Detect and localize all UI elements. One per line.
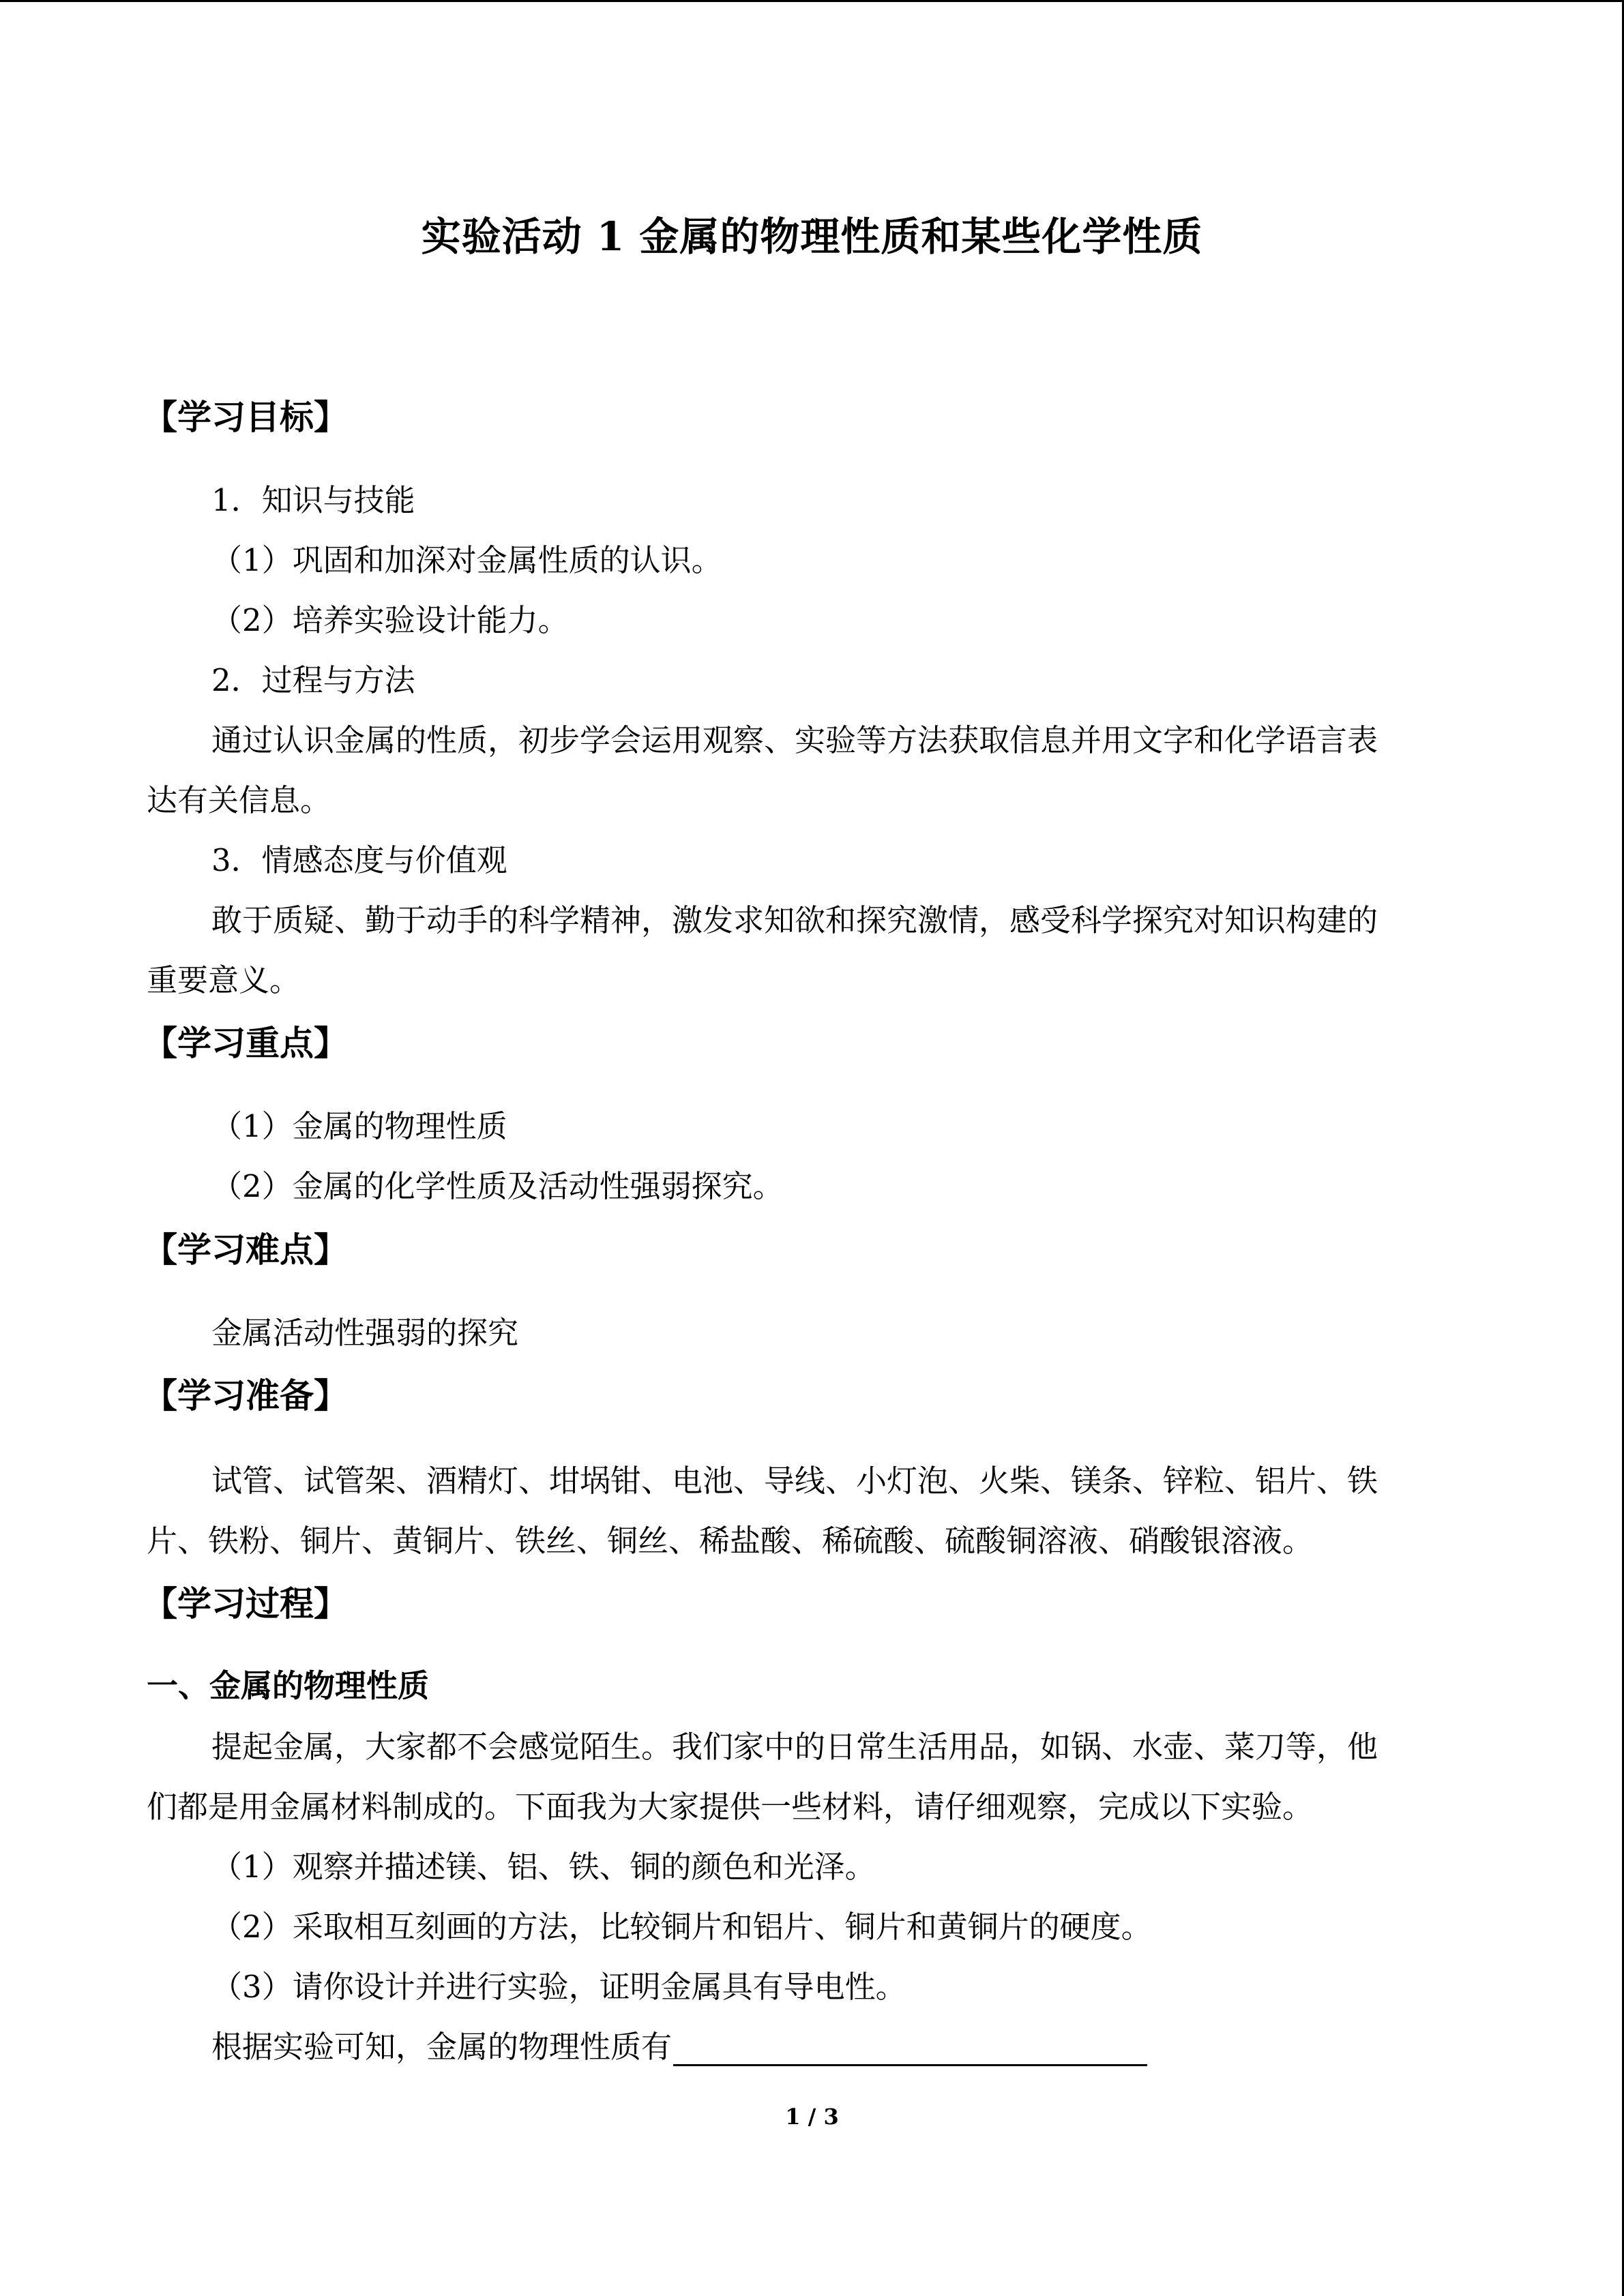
document-title: 实验活动 1 金属的物理性质和某些化学性质 — [421, 213, 1203, 260]
page-border-top — [0, 0, 1624, 2]
objective-item: （2）培养实验设计能力。 — [211, 602, 569, 638]
heading-preparation: 【学习准备】 — [143, 1375, 348, 1416]
objective-paragraph-line: 重要意义。 — [147, 962, 301, 998]
heading-learning-process: 【学习过程】 — [143, 1583, 348, 1624]
answer-blank[interactable] — [673, 2037, 1147, 2066]
objective-item: 2．过程与方法 — [211, 662, 415, 698]
objective-paragraph-line: 通过认识金属的性质，初步学会运用观察、实验等方法获取信息并用文字和化学语言表 — [211, 722, 1378, 758]
subheading-physical-properties: 一、金属的物理性质 — [147, 1667, 429, 1704]
heading-difficulties: 【学习难点】 — [143, 1229, 348, 1270]
heading-key-points: 【学习重点】 — [143, 1023, 348, 1063]
objective-paragraph-line: 达有关信息。 — [147, 782, 331, 818]
key-point-item: （1）金属的物理性质 — [211, 1108, 507, 1144]
experiment-step: （2）采取相互刻画的方法，比较铜片和铝片、铜片和黄铜片的硬度。 — [211, 1909, 1152, 1945]
page-number: 1 / 3 — [785, 2104, 839, 2130]
experiment-step: （3）请你设计并进行实验，证明金属具有导电性。 — [211, 1969, 906, 2005]
preparation-paragraph-line: 试管、试管架、酒精灯、坩埚钳、电池、导线、小灯泡、火柴、镁条、锌粒、铝片、铁 — [211, 1463, 1378, 1499]
objective-item: （1）巩固和加深对金属性质的认识。 — [211, 542, 722, 578]
process-paragraph-line: 们都是用金属材料制成的。下面我为大家提供一些材料，请仔细观察，完成以下实验。 — [147, 1789, 1314, 1825]
process-paragraph-line: 提起金属，大家都不会感觉陌生。我们家中的日常生活用品，如锅、水壶、菜刀等，他 — [211, 1729, 1378, 1765]
heading-learning-objectives: 【学习目标】 — [143, 397, 348, 437]
objective-item: 3．情感态度与价值观 — [211, 842, 507, 878]
experiment-step: （1）观察并描述镁、铝、铁、铜的颜色和光泽。 — [211, 1849, 876, 1885]
key-point-item: （2）金属的化学性质及活动性强弱探究。 — [211, 1168, 784, 1204]
objective-paragraph-line: 敢于质疑、勤于动手的科学精神，激发求知欲和探究激情，感受科学探究对知识构建的 — [211, 902, 1378, 938]
preparation-paragraph-line: 片、铁粉、铜片、黄铜片、铁丝、铜丝、稀盐酸、稀硫酸、硫酸铜溶液、硝酸银溶液。 — [147, 1523, 1314, 1559]
fill-in-question — [211, 2022, 1147, 2066]
objective-item: 1．知识与技能 — [211, 482, 415, 518]
difficulty-item: 金属活动性强弱的探究 — [211, 1315, 519, 1351]
fill-in-question-text: 根据实验可知，金属的物理性质有 — [211, 2029, 673, 2065]
